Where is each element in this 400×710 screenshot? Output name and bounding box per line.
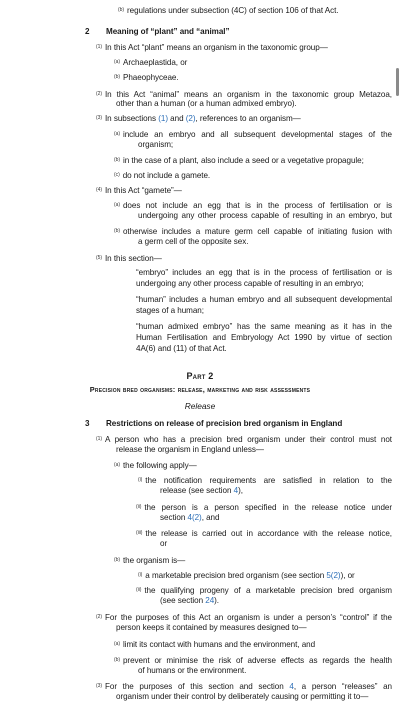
text-line bbox=[114, 155, 364, 166]
text-line bbox=[136, 528, 392, 539]
text-line bbox=[136, 295, 392, 305]
provision-text: undergoing any other process capable of resulting in an embryo; bbox=[136, 279, 364, 288]
text-line bbox=[116, 99, 297, 109]
provision-text: release (see section bbox=[160, 486, 234, 495]
provision-text: otherwise includes a mature germ cell capable of initiating fusion with bbox=[122, 227, 392, 236]
provision-text: A person who has a precision bred organism under their control must not bbox=[104, 435, 392, 444]
provision-marker: (iii) bbox=[136, 530, 143, 536]
provision-text: , and bbox=[201, 513, 220, 522]
provision-text: a marketable precision bred organism (see section bbox=[145, 571, 327, 580]
provision-text: For the purposes of this section and section bbox=[104, 682, 290, 691]
provision-text: organism under their control by deliberately causing or permitting it to— bbox=[116, 692, 369, 701]
text-line bbox=[114, 170, 210, 181]
provision-marker: (a) bbox=[114, 131, 120, 137]
text-line bbox=[136, 333, 392, 343]
provision-text: section bbox=[160, 513, 188, 522]
provision-text: Archaeplastida, or bbox=[122, 58, 188, 67]
provision-text: ), bbox=[238, 486, 243, 495]
provision-text: “embryo” includes an egg that is in the process of fertilisation or is bbox=[136, 268, 392, 277]
text-line bbox=[96, 113, 301, 124]
text-line bbox=[136, 268, 392, 278]
provision-marker: (a) bbox=[114, 641, 120, 647]
provision-marker: (b) bbox=[114, 228, 120, 234]
provision-text: of humans or the environment. bbox=[138, 666, 247, 675]
text-line bbox=[116, 692, 368, 702]
text-line bbox=[114, 226, 392, 237]
cross-reference-link[interactable]: (1) bbox=[158, 114, 168, 123]
provision-text: 4A(6) and (11) of that Act. bbox=[136, 344, 227, 353]
section-heading bbox=[85, 419, 342, 429]
cross-reference-link[interactable]: 4(2) bbox=[187, 513, 202, 522]
text-line bbox=[116, 445, 264, 455]
text-line bbox=[160, 486, 243, 496]
provision-marker: (1) bbox=[96, 436, 102, 442]
section-number: 3 bbox=[85, 419, 90, 428]
text-line bbox=[138, 237, 248, 247]
provision-text: limit its contact with humans and the environment, and bbox=[122, 640, 316, 649]
provision-text: In this Act “animal” means an organism in the taxonomic group Metazoa, bbox=[104, 90, 392, 99]
provision-text: “human admixed embryo” has the same meaning as it has in the bbox=[136, 322, 392, 331]
section-title: Meaning of “plant” and “animal” bbox=[106, 27, 230, 36]
provision-text: release the organism in England unless— bbox=[116, 445, 264, 454]
provision-marker: (a) bbox=[114, 202, 120, 208]
part-title: Precision bred organisms: release, marketing and risk assessments bbox=[89, 385, 311, 394]
provision-text: (see section bbox=[160, 596, 206, 605]
text-line bbox=[138, 140, 173, 150]
provision-marker: (b) bbox=[114, 74, 120, 80]
text-line bbox=[118, 5, 339, 16]
provision-marker: (2) bbox=[96, 614, 102, 620]
section-number: 2 bbox=[85, 27, 90, 36]
cross-reference-link[interactable]: 4 bbox=[233, 486, 239, 495]
provision-text: a germ cell of the opposite sex. bbox=[138, 237, 249, 246]
provision-text: include an embryo and all subsequent developmental stages of the bbox=[122, 130, 392, 139]
text-line bbox=[96, 681, 392, 692]
provision-text: do not include a gamete. bbox=[122, 171, 211, 180]
text-line bbox=[114, 57, 187, 68]
cross-reference-link[interactable]: 4 bbox=[289, 682, 294, 691]
provision-marker: (c) bbox=[114, 172, 120, 178]
text-line bbox=[160, 596, 219, 606]
provision-marker: (b) bbox=[114, 157, 120, 163]
text-line bbox=[96, 253, 162, 264]
provision-text: “human” includes a human embryo and all subsequent developmental bbox=[136, 295, 392, 304]
text-line bbox=[136, 585, 392, 596]
provision-text: the qualifying progeny of a marketable precision bred organism bbox=[144, 586, 392, 595]
provision-marker: (3) bbox=[96, 115, 102, 121]
text-line bbox=[160, 539, 167, 549]
scrollbar[interactable] bbox=[396, 68, 399, 96]
text-line bbox=[138, 211, 392, 221]
provision-text: does not include an egg that is in the process of fertilisation or is bbox=[122, 201, 392, 210]
text-line bbox=[96, 42, 328, 53]
text-line bbox=[114, 555, 185, 566]
text-line bbox=[136, 306, 204, 316]
provision-marker: (a) bbox=[114, 59, 120, 65]
provision-text: in the case of a plant, also include a seed or a vegetative propagule; bbox=[122, 156, 364, 165]
provision-marker: (2) bbox=[96, 91, 102, 97]
provision-text: , references to an organism— bbox=[195, 114, 301, 123]
provision-text: regulations under subsection (4C) of section 106 of that Act. bbox=[126, 6, 339, 15]
text-line bbox=[136, 279, 364, 289]
provision-text: ), or bbox=[340, 571, 355, 580]
provision-text: undergoing any other process capable of resulting in an embryo, but bbox=[138, 211, 392, 220]
provision-text: and bbox=[167, 114, 186, 123]
provision-text: Phaeophyceae. bbox=[122, 73, 179, 82]
section-heading bbox=[85, 27, 229, 37]
provision-text: organism; bbox=[138, 140, 174, 149]
text-line bbox=[114, 72, 179, 83]
provision-marker: (b) bbox=[114, 657, 120, 663]
text-line bbox=[114, 655, 392, 666]
provision-text: the person is a person specified in the release notice under bbox=[144, 503, 392, 512]
section-title: Restrictions on release of precision bred organism in England bbox=[106, 419, 343, 428]
text-line bbox=[116, 623, 307, 633]
text-line bbox=[114, 129, 392, 140]
provision-text: the following apply— bbox=[122, 461, 197, 470]
text-line bbox=[114, 200, 392, 211]
text-line bbox=[138, 475, 392, 486]
provision-marker: (ii) bbox=[136, 504, 142, 510]
provision-text: person keeps it contained by measures designed to— bbox=[116, 623, 307, 632]
provision-marker: (4) bbox=[96, 187, 102, 193]
text-line bbox=[114, 639, 315, 650]
provision-marker: (3) bbox=[96, 683, 102, 689]
text-line bbox=[160, 513, 219, 523]
provision-marker: (b) bbox=[118, 7, 124, 13]
text-line bbox=[136, 344, 227, 354]
provision-text: the release is carried out in accordance with the release notice, bbox=[145, 529, 392, 538]
text-line bbox=[114, 460, 197, 471]
provision-text: the notification requirements are satisfied in relation to the bbox=[145, 476, 392, 485]
cross-reference-link[interactable]: (2) bbox=[185, 114, 196, 123]
provision-text: In subsections bbox=[104, 114, 159, 123]
provision-text: , a person “releases” an bbox=[293, 682, 392, 691]
text-line bbox=[136, 502, 392, 513]
provision-text: the organism is— bbox=[122, 556, 186, 565]
provision-marker: (i) bbox=[138, 477, 143, 483]
provision-marker: (ii) bbox=[136, 587, 142, 593]
text-line bbox=[138, 570, 355, 581]
part-heading: Part 2 bbox=[186, 371, 214, 381]
cross-reference-link[interactable]: 24 bbox=[205, 596, 215, 605]
provision-marker: (b) bbox=[114, 557, 120, 563]
text-line bbox=[96, 434, 392, 445]
provision-text: In this Act “plant” means an organism in the taxonomic group— bbox=[104, 43, 328, 52]
provision-marker: (1) bbox=[96, 44, 102, 50]
provision-text: For the purposes of this Act an organism is under a person’s “control” if the bbox=[104, 613, 392, 622]
provision-text: ). bbox=[214, 596, 220, 605]
text-line bbox=[96, 185, 182, 196]
provision-text: prevent or minimise the risk of adverse effects as regards the health bbox=[122, 656, 392, 665]
cross-heading: Release bbox=[184, 401, 216, 411]
provision-text: In this Act “gamete”— bbox=[104, 186, 182, 195]
text-line bbox=[136, 322, 392, 332]
text-line bbox=[96, 612, 392, 623]
provision-marker: (a) bbox=[114, 462, 120, 468]
provision-marker: (5) bbox=[96, 255, 102, 261]
provision-text: stages of a human; bbox=[136, 306, 204, 315]
provision-text: other than a human (or a human admixed embryo). bbox=[116, 99, 297, 108]
provision-text: Human Fertilisation and Embryology Act 1990 by virtue of section bbox=[136, 333, 392, 342]
text-line bbox=[138, 666, 246, 676]
provision-text: In this section— bbox=[104, 254, 162, 263]
cross-reference-link[interactable]: 5(2) bbox=[326, 571, 341, 580]
provision-marker: (i) bbox=[138, 572, 143, 578]
provision-text: or bbox=[160, 539, 168, 548]
